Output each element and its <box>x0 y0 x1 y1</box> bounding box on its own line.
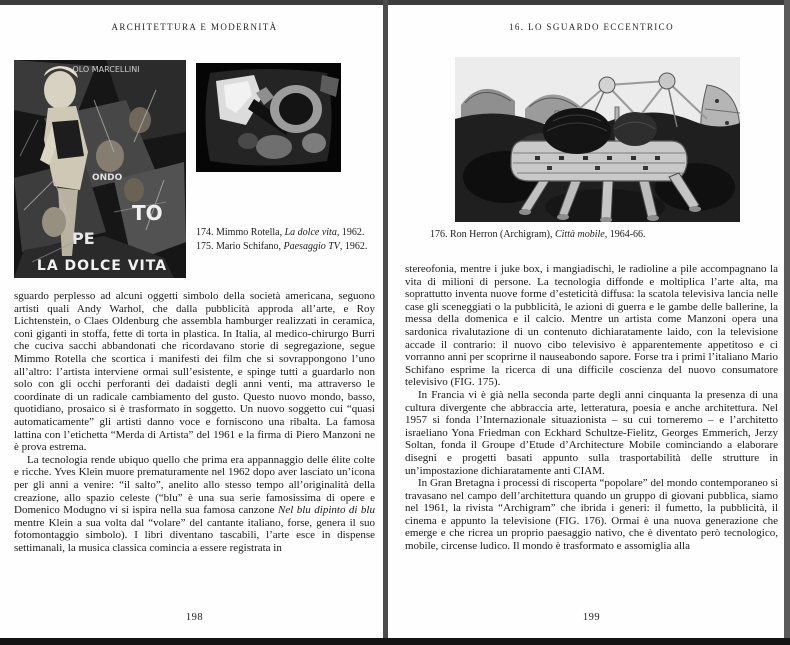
figure-174-image <box>14 60 186 278</box>
page-gutter-divider <box>383 0 388 638</box>
right-body-text <box>405 263 778 553</box>
caption-176-title: Città mobile <box>554 229 605 240</box>
figure-175-image <box>196 63 341 172</box>
right-paragraph-2: In Francia vi è già nella seconda parte degli anni cinquanta la presenza di una cultura divergente che abbraccia arte, letteratura, poesia e anche architettura. Nel 1957 si fonda l’Internazionale situazionista – su cui torneremo – e l’architetto israeliano Yona Friedman con Eckhard Schultze-Fielitz, Georges Emmerich, Jerzy Soltan, fonda il Groupe d’Etude d’Architecture Mobile cominciando a elaborare disegni e progetti basati appunto sulla trasportabilità delle strutture in un’impostazione dichiaratamente anti CIAM. <box>405 388 778 477</box>
caption-175 <box>196 241 378 254</box>
left-body-text <box>14 290 375 554</box>
frame-bottom-border <box>0 638 790 645</box>
figure-175-schifano-tv <box>196 63 341 172</box>
left-p2-pre: La tecnologia rende ubiquo quello che prima era appannaggio delle élite colte e ricche. Yves Klein muore prematuramente nel 1962 dopo aver lasciato un’icona per gli anni a venire: “il salto”, anelito allo stesso tempo all’originalità della creazione, allo spazio celeste (“blu” è una sua serie famosissima di opere e Domenico Modugno vi si ispira nella sua famosa canzone <box>14 453 375 517</box>
caption-175-tail: , 1962. <box>339 240 368 252</box>
caption-174-title: La dolce vita <box>284 227 337 238</box>
caption-174-lead: 174. Mimmo Rotella, <box>196 227 285 238</box>
figure-176-archigram-walking-city <box>455 57 740 222</box>
right-paragraph-3: In Gran Bretagna i processi di riscoperta “popolare” del mondo contemporaneo si travasano nel campo dell’architettura quando un gruppo di giovani pubblica, siamo nel 1961, la rivista “Archigram” che ibrida i generi: il fumetto, la pubblicità, il cinema e appunto la televisione (FIG. 176). Ormai è una nuova generazione che emerge e che ricrea un proprio paesaggio nativo, che è diventato però tecnologico, mobile, circense ludico. Il mondo è trasformato e assomiglia alla <box>405 477 778 553</box>
frame-top-border <box>0 0 790 5</box>
right-page-number: 199 <box>582 612 601 623</box>
fig174-fragment-pe: PE <box>72 229 95 248</box>
caption-176-tail: , 1964-66. <box>604 229 646 240</box>
caption-176-lead: 176. Ron Herron (Archigram), <box>430 229 555 240</box>
right-paragraph-1: stereofonia, mentre i juke box, i mangiadischi, le radioline a pile accompagnano la vita di milioni di persone. La tecnologia diffonde e moltiplica l’arte alta, ma soprattutto inventa nuove forme d’esteticità diffusa: la scatola televisiva lancia nelle case gli sceneggiati o la pubblicità, le azioni di guerra e le gambe delle ballerine, la messa della domenica e il calcio. Mentre un artista come Manzoni opera una sardonica rivalutazione di un contenuto dichiaratamente laido, con la televisione accade il contrario: il nuovo cibo televisivo è apparentemente appetitoso e ci vorranno anni per scoprirne il nauseabondo sapore. Forse tra i primi l’italiano Mario Schifano esprime la ricerca di una difficile coscienza del nuovo consumatore televisivo (FIG. 175). <box>405 263 778 389</box>
figure-174-rotella-decollage <box>14 60 186 278</box>
fig174-fragment-to: TO <box>132 201 163 225</box>
right-running-head: 16. LO SGUARDO ECCENTRICO <box>508 22 674 32</box>
left-paragraph-2 <box>14 454 375 555</box>
left-page-number: 198 <box>185 612 204 623</box>
left-running-head: ARCHITETTURA E MODERNITÀ <box>111 22 278 32</box>
caption-175-lead: 175. Mario Schifano, <box>196 240 284 252</box>
fig174-la-dolce-vita-text: LA DOLCE VITA <box>36 258 168 274</box>
fig174-mid-fragment-text: ONDO <box>92 173 123 183</box>
figure-176-image <box>455 57 740 222</box>
left-captions-block <box>196 227 378 254</box>
caption-175-title: Paesaggio TV <box>283 240 340 252</box>
caption-176 <box>430 229 778 243</box>
caption-176-line <box>430 229 778 242</box>
caption-174 <box>196 227 378 240</box>
frame-right-border <box>784 0 790 645</box>
fig174-top-fragment-text: OLO MARCELLINI <box>72 65 140 74</box>
left-p2-italic-title: Nel blu dipinto di blu <box>278 504 375 517</box>
caption-174-tail: , 1962. <box>336 227 365 238</box>
left-paragraph-1: sguardo perplesso ad alcuni oggetti simbolo della società americana, seguono artisti quali Andy Warhol, che dalla pubblicità approda all’arte, e Roy Lichtenstein, o Claes Oldenburg che assembla hamburger realizzati in ceramica, coni giganti in stoffa, fette di torta in plastica. In Italia, al medico-chirurgo Burri che cuciva sacchi abbandonati che ricordavano storie di segregazione, segue Mimmo Rotella che scortica i manifesti dei film che si sovrappongono l’uno all’altro: l’artista interviene ormai sull’esistente, e spinge tutti a guardarlo non solo con gli occhi perforanti dei dadaisti degli anni venti, ma attraverso le coordinate di un radicale cambiamento del gusto. Questo nuovo mondo, basso, quotidiano, prosaico si è trasformato in soggetto. Un nuovo soggetto cui “quasi automaticamente” gli artisti danno voce e forniscono una ribalta. La famosa lattina con l’etichetta “Merda di Artista” del 1961 e la firma di Piero Manzoni ne è prova estrema. <box>14 290 375 454</box>
left-p2-post: mentre Klein a sua volta dal “volare” del cantante italiano, forse, genera il suo fotomontaggio simbolo). I libri diventano tascabili, l’arte esce in dispense settimanali, la musica classica comincia a essere registrata in <box>14 516 375 554</box>
